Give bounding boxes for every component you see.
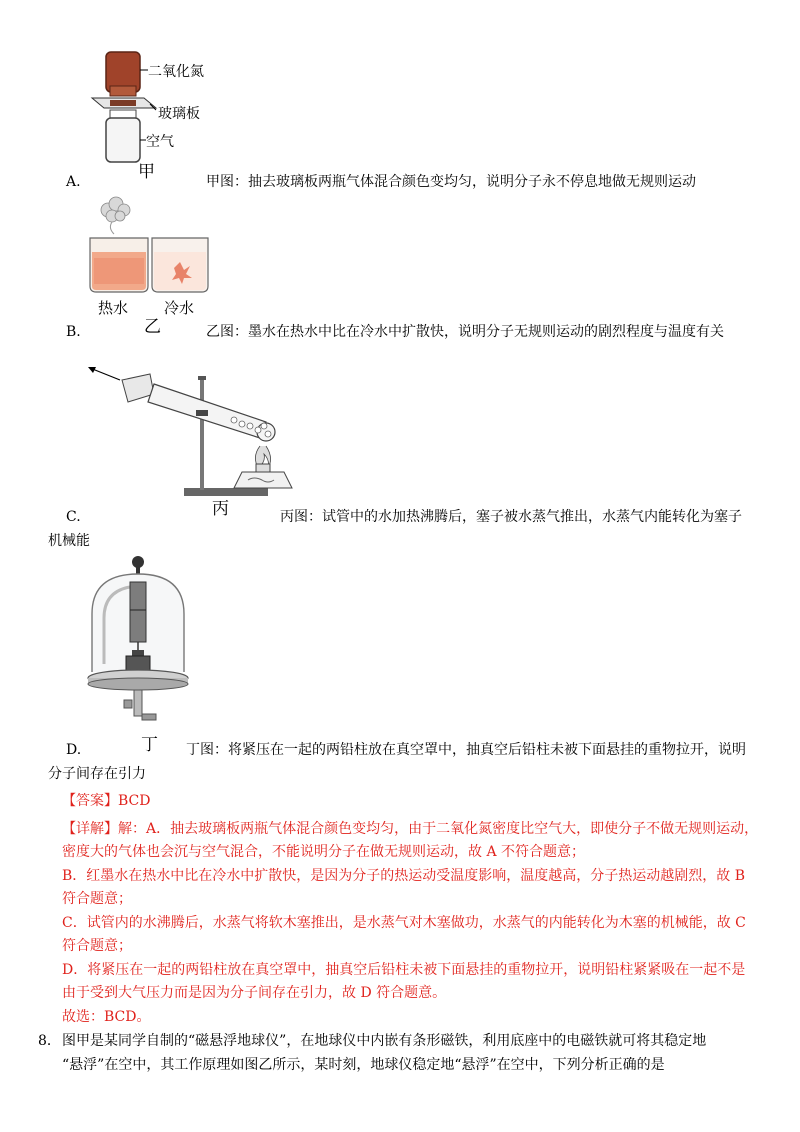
option-c-text-cont: 机械能: [48, 533, 90, 549]
caption-yi: 乙: [144, 317, 161, 337]
conclusion: 故选：BCD。: [62, 1009, 151, 1025]
label-glass-plate: 玻璃板: [158, 106, 200, 122]
option-c-letter: C.: [66, 509, 81, 525]
analysis-text-8: 由于受到大气压力而是因为分子间存在引力，故 D 符合题意。: [62, 985, 447, 1001]
caption-jia: 甲: [138, 162, 155, 182]
option-d-text-cont: 分子间存在引力: [48, 766, 146, 782]
analysis-text-3: B．红墨水在热水中比在冷水中扩散快，是因为分子的热运动受温度影响，温度越高，分子热运动越剧烈，故 B: [62, 868, 746, 884]
option-d-text: 丁图：将紧压在一起的两铅柱放在真空罩中，抽真空后铅柱未被下面悬挂的重物拉开，说明: [186, 742, 746, 758]
question-8-text-1: 图甲是某同学自制的“磁悬浮地球仪”，在地球仪中内嵌有条形磁铁，利用底座中的电磁铁就可将其稳定地: [62, 1033, 707, 1049]
figure-bing-drawing: [84, 360, 294, 502]
analysis-text-6: 符合题意；: [62, 938, 132, 954]
analysis-text-7: D．将紧压在一起的两铅柱放在真空罩中，抽真空后铅柱未被下面悬挂的重物拉开，说明铅柱紧紧吸在一起不是: [62, 962, 746, 978]
figure-bing: [84, 360, 294, 502]
caption-bing: 丙: [212, 499, 229, 519]
caption-ding: 丁: [141, 735, 158, 755]
option-a-letter: A.: [66, 174, 81, 190]
question-8-number: 8．: [38, 1033, 61, 1049]
label-hot-water: 热水: [98, 299, 129, 317]
analysis-line-1: [62, 819, 758, 839]
answer-label: 【答案】: [62, 793, 118, 809]
label-cold-water: 冷水: [164, 299, 195, 317]
analysis-text-5: C．试管内的水沸腾后，水蒸气将软木塞推出，是水蒸气对木塞做功，水蒸气的内能转化为木塞的机械能，故 C: [62, 915, 746, 931]
analysis-text-1: 解：A．抽去玻璃板两瓶气体混合颜色变均匀，由于二氧化氮密度比空气大，即使分子不做无规则运动，: [118, 821, 759, 837]
answer-value: BCD: [118, 793, 151, 809]
label-no2: 二氧化氮: [148, 64, 204, 80]
question-8-text-2: “悬浮”在空中，其工作原理如图乙所示，某时刻，地球仪稳定地“悬浮”在空中，下列分析正确的是: [62, 1057, 665, 1073]
answer-line: [62, 791, 150, 811]
option-a-text: 甲图：抽去玻璃板两瓶气体混合颜色变均匀，说明分子永不停息地做无规则运动: [206, 174, 696, 190]
option-c-text: 丙图：试管中的水加热沸腾后，塞子被水蒸气推出，水蒸气内能转化为塞子: [280, 509, 742, 525]
label-air: 空气: [146, 134, 174, 150]
figure-ding: [84, 554, 194, 736]
figure-ding-drawing: [84, 554, 194, 736]
option-d-letter: D.: [66, 742, 82, 758]
option-b-text: 乙图：墨水在热水中比在冷水中扩散快，说明分子无规则运动的剧烈程度与温度有关: [206, 324, 724, 340]
analysis-label: 【详解】: [62, 821, 118, 837]
option-b-letter: B.: [66, 324, 81, 340]
figure-yi: [84, 194, 214, 318]
analysis-text-2: 密度大的气体也会沉与空气混合，不能说明分子在做无规则运动，故 A 不符合题意；: [62, 844, 586, 860]
analysis-text-4: 符合题意；: [62, 891, 132, 907]
